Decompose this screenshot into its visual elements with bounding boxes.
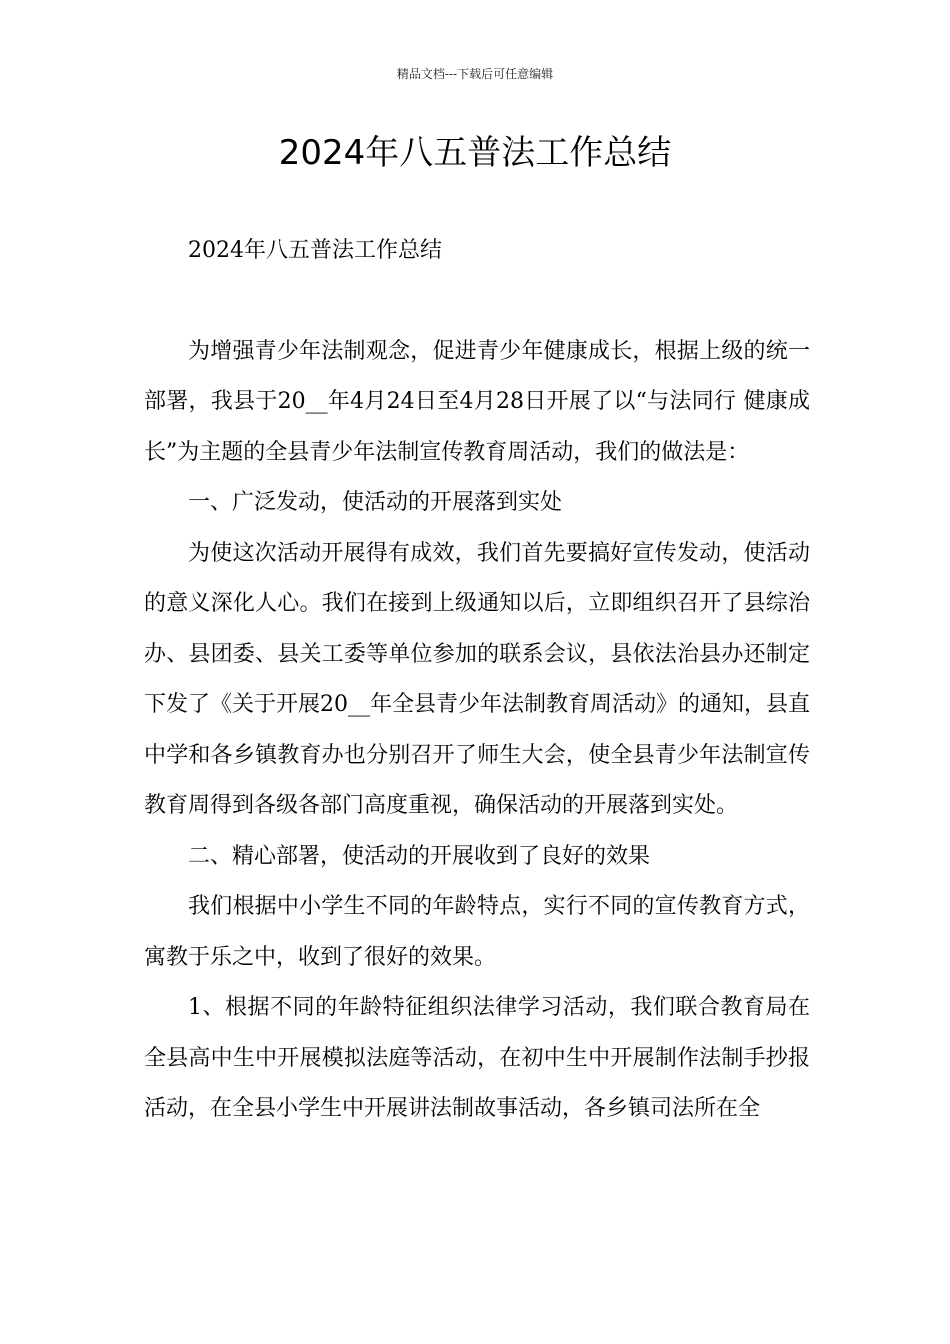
- paragraph-section-2: 我们根据中小学生不同的年龄特点，实行不同的宣传教育方式，寓教于乐之中，收到了很好的效果。: [144, 894, 810, 970]
- section-heading-1: 一、广泛发动，使活动的开展落到实处: [188, 490, 563, 515]
- paragraph-section-1: 为使这次活动开展得有成效，我们首先要搞好宣传发动，使活动的意义深化人心。我们在接到上级通知以后，立即组织召开了县综治办、县团委、县关工委等单位参加的联系会议，县依法治县办还制定下发了《关于开展20__年全县青少年法制教育周活动》的通知，县直中学和各乡镇教育办也分别召开了师生大会，使全县青少年法制宣传教育周得到各级各部门高度重视，确保活动的开展落到实处。: [144, 540, 810, 818]
- document-subtitle: 2024年八五普法工作总结: [188, 238, 442, 263]
- document-title: 2024年八五普法工作总结: [278, 133, 672, 173]
- paragraph-item-1: 1、根据不同的年龄特征组织法律学习活动，我们联合教育局在全县高中生中开展模拟法庭等活动，在初中生中开展制作法制手抄报活动，在全县小学生中开展讲法制故事活动，各乡镇司法所在全: [144, 995, 810, 1121]
- section-heading-2: 二、精心部署，使活动的开展收到了良好的效果: [188, 843, 651, 869]
- document-body: [144, 226, 810, 1135]
- header-note: 精品文档---下载后可任意编辑: [396, 67, 554, 81]
- paragraph-intro: 为增强青少年法制观念，促进青少年健康成长，根据上级的统一部署，我县于20__年4月24日至4月28日开展了以“与法同行 健康成长”为主题的全县青少年法制宣传教育周活动，我们的做法是：: [144, 338, 810, 465]
